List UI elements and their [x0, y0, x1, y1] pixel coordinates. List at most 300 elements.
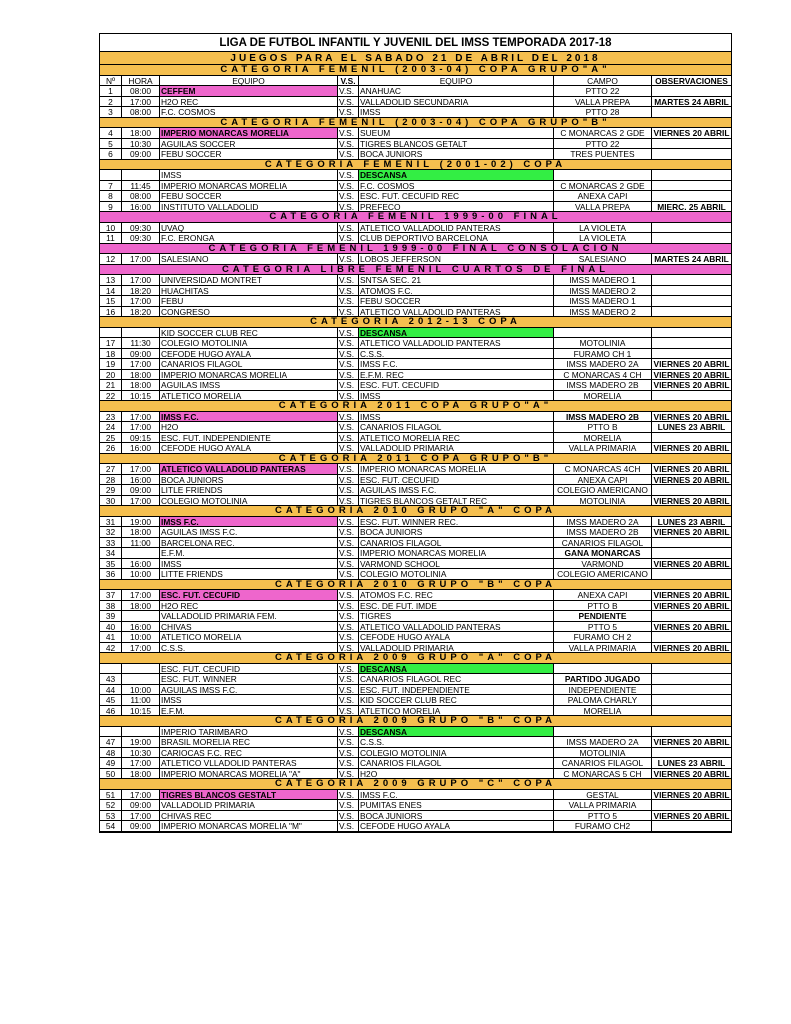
- header-time: HORA: [122, 76, 160, 86]
- match-row: [100, 695, 731, 706]
- match-row: [100, 769, 731, 780]
- versus-label: V.S.: [338, 643, 359, 653]
- match-number: 15: [100, 296, 122, 306]
- away-team: PUMITAS ENES: [359, 800, 554, 810]
- match-time: 11:00: [122, 538, 160, 548]
- observation: VIERNES 20 ABRIL: [653, 810, 730, 820]
- column-header-row: [100, 76, 731, 87]
- match-row: [100, 706, 731, 717]
- match-row: [100, 685, 731, 696]
- match-time: 10:30: [122, 748, 160, 758]
- category-heading: CATEGORIA FEMENIL 1999-00 FINAL CONSOLACION: [100, 244, 731, 255]
- versus-label: V.S.: [338, 139, 359, 149]
- category-heading: CATEGORIA 2009 GRUPO "C" COPA: [100, 779, 731, 790]
- match-row: [100, 191, 731, 202]
- page-subtitle: JUEGOS PARA EL SABADO 21 DE ABRIL DEL 2018: [100, 52, 731, 65]
- away-team: ATLETICO VALLADOLID PANTERAS: [359, 338, 554, 348]
- match-number: 29: [100, 485, 122, 495]
- observation: [652, 674, 731, 684]
- home-team: IMPERIO TARIMBARO: [160, 727, 338, 737]
- home-team: ESC. FUT. CECUFID: [160, 664, 338, 674]
- match-row: [100, 790, 731, 801]
- home-team: IMPERIO MONARCAS MORELIA: [160, 128, 338, 138]
- versus-label: V.S.: [338, 674, 359, 684]
- match-number: 7: [100, 181, 122, 191]
- match-time: 16:00: [122, 622, 160, 632]
- match-row: [100, 139, 731, 150]
- field-name: PTTO 22: [554, 139, 652, 149]
- away-team: C.S.S.: [359, 349, 554, 359]
- observation: VIERNES 20 ABRIL: [653, 464, 730, 474]
- match-number: 45: [100, 695, 122, 705]
- observation: LUNES 23 ABRIL: [657, 516, 726, 526]
- versus-label: V.S.: [338, 107, 359, 117]
- observation: MARTES 24 ABRIL: [654, 96, 729, 106]
- field-name: MORELIA: [554, 433, 652, 443]
- match-time: 17:00: [122, 643, 160, 653]
- match-number: 40: [100, 622, 122, 632]
- observation: [652, 821, 731, 831]
- match-time: 16:00: [122, 443, 160, 453]
- field-name: FURAMO CH 1: [554, 349, 652, 359]
- match-number: 39: [100, 611, 122, 621]
- observation: VIERNES 20 ABRIL: [653, 369, 730, 379]
- versus-label: V.S.: [338, 433, 359, 443]
- category-heading: CATEGORIA 2009 GRUPO "B" COPA: [100, 716, 731, 727]
- versus-label: V.S.: [338, 296, 359, 306]
- match-time: 17:00: [122, 296, 160, 306]
- home-team: H2O REC: [160, 97, 338, 107]
- home-team: CEFFEM: [160, 86, 338, 96]
- category-heading: CATEGORIA FEMENIL (2003-04) COPA GRUPO"B": [100, 118, 731, 129]
- match-number: 8: [100, 191, 122, 201]
- category-heading: CATEGORIA 2010 GRUPO "A" COPA: [100, 506, 731, 517]
- field-name: MOTOLINIA: [554, 496, 652, 506]
- versus-label: V.S.: [338, 202, 359, 212]
- match-row: [100, 307, 731, 318]
- observation: [652, 391, 731, 401]
- away-team: CANARIOS FILAGOL: [359, 422, 554, 432]
- home-team: CANARIOS FILAGOL: [160, 359, 338, 369]
- observation: VIERNES 20 ABRIL: [653, 474, 730, 484]
- away-team: IMPERIO MONARCAS MORELIA: [359, 548, 554, 558]
- match-row: [100, 97, 731, 108]
- home-team: CONGRESO: [160, 307, 338, 317]
- observation: [652, 107, 731, 117]
- versus-label: V.S.: [338, 181, 359, 191]
- match-time: 11:00: [122, 695, 160, 705]
- home-team: F.C. ERONGA: [160, 233, 338, 243]
- match-time: 18:00: [122, 128, 160, 138]
- match-time: [122, 548, 160, 558]
- match-number: 33: [100, 538, 122, 548]
- versus-label: V.S.: [338, 758, 359, 768]
- match-time: 11:30: [122, 338, 160, 348]
- match-number: 4: [100, 128, 122, 138]
- match-time: 17:00: [122, 758, 160, 768]
- away-team: LOBOS JEFFERSON: [359, 254, 554, 264]
- match-number: 5: [100, 139, 122, 149]
- field-name: CANARIOS FILAGOL: [554, 758, 652, 768]
- away-team: ESC. FUT. CECUFID: [359, 380, 554, 390]
- match-row: [100, 328, 731, 339]
- match-time: 16:00: [122, 559, 160, 569]
- versus-label: V.S.: [338, 559, 359, 569]
- away-team: DESCANSA: [359, 664, 554, 674]
- field-name: MORELIA: [554, 706, 652, 716]
- versus-label: V.S.: [338, 328, 359, 338]
- observation: VIERNES 20 ABRIL: [653, 768, 730, 778]
- observation: [652, 685, 731, 695]
- field-name: IMSS MADERO 2A: [554, 517, 652, 527]
- away-team: ATLETICO MORELIA: [359, 706, 554, 716]
- match-number: 10: [100, 223, 122, 233]
- versus-label: V.S.: [338, 769, 359, 779]
- match-row: [100, 380, 731, 391]
- match-row: [100, 748, 731, 759]
- header-vs: V.S.: [338, 76, 359, 86]
- field-name: LA VIOLETA: [554, 233, 652, 243]
- match-time: 18:00: [122, 370, 160, 380]
- home-team: CHIVAS REC: [160, 811, 338, 821]
- match-time: [122, 664, 160, 674]
- match-row: [100, 527, 731, 538]
- match-row: [100, 275, 731, 286]
- away-team: ESC. FUT. WINNER REC.: [359, 517, 554, 527]
- versus-label: V.S.: [338, 527, 359, 537]
- match-time: 17:00: [122, 422, 160, 432]
- home-team: IMPERIO MONARCAS MORELIA: [160, 370, 338, 380]
- observation: [652, 170, 731, 180]
- observation: [652, 538, 731, 548]
- match-time: 09:00: [122, 149, 160, 159]
- match-row: [100, 559, 731, 570]
- header-num: Nº: [100, 76, 122, 86]
- away-team: IMSS: [359, 391, 554, 401]
- field-name: PTTO B: [554, 601, 652, 611]
- match-number: 27: [100, 464, 122, 474]
- match-number: [100, 170, 122, 180]
- field-name: VALLA PRIMARIA: [554, 800, 652, 810]
- match-row: [100, 548, 731, 559]
- field-name: FURAMO CH 2: [554, 632, 652, 642]
- observation: [652, 548, 731, 558]
- match-row: [100, 643, 731, 654]
- home-team: ATLETICO MORELIA: [160, 632, 338, 642]
- header-team-home: EQUIPO: [160, 76, 338, 86]
- versus-label: V.S.: [338, 370, 359, 380]
- home-team: AGUILAS IMSS: [160, 380, 338, 390]
- versus-label: V.S.: [338, 464, 359, 474]
- match-number: [100, 328, 122, 338]
- match-number: 3: [100, 107, 122, 117]
- versus-label: V.S.: [338, 422, 359, 432]
- field-name: ANEXA CAPI: [554, 590, 652, 600]
- field-name: TRES PUENTES: [554, 149, 652, 159]
- home-team: CHIVAS: [160, 622, 338, 632]
- versus-label: V.S.: [338, 590, 359, 600]
- home-team: LITTE FRIENDS: [160, 569, 338, 579]
- home-team: VALLADOLID PRIMARIA: [160, 800, 338, 810]
- field-name: VALLA PREPA: [554, 97, 652, 107]
- observation: [652, 349, 731, 359]
- match-number: 36: [100, 569, 122, 579]
- versus-label: V.S.: [338, 496, 359, 506]
- home-team: AGUILAS IMSS F.C.: [160, 685, 338, 695]
- match-time: [122, 611, 160, 621]
- observation: VIERNES 20 ABRIL: [653, 789, 730, 799]
- match-time: 19:00: [122, 517, 160, 527]
- category-heading: CATEGORIA 2009 GRUPO "A" COPA: [100, 653, 731, 664]
- versus-label: V.S.: [338, 223, 359, 233]
- field-name: PTTO 22: [554, 86, 652, 96]
- match-time: [122, 328, 160, 338]
- home-team: CEFODE HUGO AYALA: [160, 443, 338, 453]
- match-row: [100, 412, 731, 423]
- away-team: ATLETICO VALLADOLID PANTERAS: [359, 622, 554, 632]
- observation: VIERNES 20 ABRIL: [653, 411, 730, 421]
- match-row: [100, 391, 731, 402]
- match-number: 41: [100, 632, 122, 642]
- match-row: [100, 296, 731, 307]
- away-team: ATLETICO VALLADOLID PANTERAS: [359, 307, 554, 317]
- versus-label: V.S.: [338, 254, 359, 264]
- observation: [652, 191, 731, 201]
- match-number: 52: [100, 800, 122, 810]
- versus-label: V.S.: [338, 412, 359, 422]
- versus-label: V.S.: [338, 601, 359, 611]
- observation: [652, 569, 731, 579]
- away-team: IMSS F.C.: [359, 790, 554, 800]
- field-name: [554, 328, 652, 338]
- versus-label: V.S.: [338, 286, 359, 296]
- match-row: [100, 202, 731, 213]
- match-number: 21: [100, 380, 122, 390]
- away-team: VALLADOLID PRIMARIA: [359, 643, 554, 653]
- observation: [652, 485, 731, 495]
- versus-label: V.S.: [338, 443, 359, 453]
- match-number: 49: [100, 758, 122, 768]
- match-row: [100, 590, 731, 601]
- away-team: IMPERIO MONARCAS MORELIA: [359, 464, 554, 474]
- observation: VIERNES 20 ABRIL: [653, 380, 730, 390]
- field-name: LA VIOLETA: [554, 223, 652, 233]
- match-time: 10:15: [122, 706, 160, 716]
- match-number: 32: [100, 527, 122, 537]
- match-time: 09:00: [122, 821, 160, 831]
- match-row: [100, 475, 731, 486]
- match-row: [100, 286, 731, 297]
- versus-label: V.S.: [338, 349, 359, 359]
- match-time: 18:00: [122, 527, 160, 537]
- home-team: BARCELONA REC.: [160, 538, 338, 548]
- field-name: IMSS MADERO 2: [554, 307, 652, 317]
- match-number: 44: [100, 685, 122, 695]
- away-team: ANAHUAC: [359, 86, 554, 96]
- match-row: [100, 86, 731, 97]
- match-row: [100, 233, 731, 244]
- versus-label: V.S.: [338, 748, 359, 758]
- match-number: [100, 664, 122, 674]
- home-team: CEFODE HUGO AYALA: [160, 349, 338, 359]
- versus-label: V.S.: [338, 811, 359, 821]
- observation: [652, 433, 731, 443]
- observation: [652, 181, 731, 191]
- field-name: C MONARCAS 2 GDE: [554, 128, 652, 138]
- field-name: PTTO 5: [554, 622, 652, 632]
- home-team: IMSS: [160, 695, 338, 705]
- home-team: IMPERIO MONARCAS MORELIA: [160, 181, 338, 191]
- match-number: 50: [100, 769, 122, 779]
- category-heading: CATEGORIA 2011 COPA GRUPO"A": [100, 401, 731, 412]
- match-row: [100, 349, 731, 360]
- schedule-body: [100, 65, 731, 832]
- match-row: [100, 338, 731, 349]
- match-number: 18: [100, 349, 122, 359]
- home-team: H2O: [160, 422, 338, 432]
- versus-label: V.S.: [338, 149, 359, 159]
- versus-label: V.S.: [338, 191, 359, 201]
- home-team: VALLADOLID PRIMARIA FEM.: [160, 611, 338, 621]
- match-time: 10:30: [122, 139, 160, 149]
- field-name: ANEXA CAPI: [554, 475, 652, 485]
- field-name: IMSS MADERO 2: [554, 286, 652, 296]
- observation: VIERNES 20 ABRIL: [653, 495, 730, 505]
- away-team: VALLADOLID SECUNDARIA: [359, 97, 554, 107]
- versus-label: V.S.: [338, 800, 359, 810]
- away-team: ESC. FUT. CECUFID: [359, 475, 554, 485]
- match-number: 38: [100, 601, 122, 611]
- match-row: [100, 632, 731, 643]
- match-time: 17:00: [122, 464, 160, 474]
- field-name: PARTIDO JUGADO: [554, 674, 652, 684]
- match-row: [100, 370, 731, 381]
- field-name: MORELIA: [554, 391, 652, 401]
- observation: VIERNES 20 ABRIL: [653, 443, 730, 453]
- match-time: 17:00: [122, 496, 160, 506]
- home-team: AGUILAS IMSS F.C.: [160, 527, 338, 537]
- home-team: ATLETICO VALLADOLID PANTERAS: [160, 464, 338, 474]
- match-time: 17:00: [122, 254, 160, 264]
- home-team: CARIOCAS F.C. REC: [160, 748, 338, 758]
- home-team: HUACHITAS: [160, 286, 338, 296]
- home-team: SALESIANO: [160, 254, 338, 264]
- match-row: [100, 800, 731, 811]
- home-team: F.C. COSMOS: [160, 107, 338, 117]
- away-team: BOCA JUNIORS: [359, 811, 554, 821]
- home-team: IMPERIO MONARCAS MORELIA "M": [160, 821, 338, 831]
- versus-label: V.S.: [338, 359, 359, 369]
- away-team: ATLETICO VALLADOLID PANTERAS: [359, 223, 554, 233]
- match-number: 25: [100, 433, 122, 443]
- away-team: SNTSA SEC. 21: [359, 275, 554, 285]
- versus-label: V.S.: [338, 548, 359, 558]
- match-number: 26: [100, 443, 122, 453]
- match-number: 16: [100, 307, 122, 317]
- match-number: 1: [100, 86, 122, 96]
- home-team: E.F.M.: [160, 706, 338, 716]
- versus-label: V.S.: [338, 86, 359, 96]
- match-number: 13: [100, 275, 122, 285]
- away-team: CANARIOS FILAGOL: [359, 538, 554, 548]
- away-team: ESC. FUT. CECUFID REC: [359, 191, 554, 201]
- observation: VIERNES 20 ABRIL: [653, 600, 730, 610]
- match-number: 2: [100, 97, 122, 107]
- match-row: [100, 496, 731, 507]
- match-number: 17: [100, 338, 122, 348]
- match-number: 6: [100, 149, 122, 159]
- home-team: H2O REC: [160, 601, 338, 611]
- away-team: E.F.M. REC: [359, 370, 554, 380]
- header-observations: OBSERVACIONES: [655, 75, 728, 85]
- match-row: [100, 181, 731, 192]
- field-name: [554, 664, 652, 674]
- away-team: F.C. COSMOS: [359, 181, 554, 191]
- match-number: 53: [100, 811, 122, 821]
- observation: [652, 223, 731, 233]
- field-name: C MONARCAS 4 CH: [554, 370, 652, 380]
- match-number: 51: [100, 790, 122, 800]
- field-name: PTTO 5: [554, 811, 652, 821]
- header-team-away: EQUIPO: [359, 76, 554, 86]
- home-team: FEBU SOCCER: [160, 149, 338, 159]
- field-name: COLEGIO AMERICANO: [554, 569, 652, 579]
- page-title: LIGA DE FUTBOL INFANTIL Y JUVENIL DEL IMSS TEMPORADA 2017-18: [100, 34, 731, 52]
- home-team: IMSS: [160, 170, 338, 180]
- home-team: ATLETICO VLLADOLID PANTERAS: [160, 758, 338, 768]
- match-time: 18:00: [122, 601, 160, 611]
- observation: [652, 328, 731, 338]
- observation: LUNES 23 ABRIL: [657, 422, 726, 432]
- match-row: [100, 443, 731, 454]
- match-number: [100, 727, 122, 737]
- field-name: GESTAL: [554, 790, 652, 800]
- match-time: 16:00: [122, 475, 160, 485]
- away-team: CLUB DEPORTIVO BARCELONA: [359, 233, 554, 243]
- match-number: 31: [100, 517, 122, 527]
- versus-label: V.S.: [338, 727, 359, 737]
- observation: MARTES 24 ABRIL: [654, 254, 729, 264]
- away-team: KID SOCCER CLUB REC: [359, 695, 554, 705]
- home-team: COLEGIO MOTOLINIA: [160, 338, 338, 348]
- match-time: 17:00: [122, 359, 160, 369]
- versus-label: V.S.: [338, 475, 359, 485]
- home-team: ESC. FUT. CECUFID: [160, 590, 338, 600]
- observation: [652, 800, 731, 810]
- home-team: TIGRES BLANCOS GESTALT: [160, 790, 338, 800]
- match-time: 18:00: [122, 380, 160, 390]
- match-row: [100, 464, 731, 475]
- home-team: UNIVERSIDAD MONTRET: [160, 275, 338, 285]
- home-team: UVAQ: [160, 223, 338, 233]
- field-name: C MONARCAS 2 GDE: [554, 181, 652, 191]
- away-team: TIGRES BLANCOS GETALT: [359, 139, 554, 149]
- match-time: 09:00: [122, 485, 160, 495]
- home-team: KID SOCCER CLUB REC: [160, 328, 338, 338]
- match-row: [100, 128, 731, 139]
- match-number: 47: [100, 737, 122, 747]
- match-number: 11: [100, 233, 122, 243]
- home-team: AGUILAS SOCCER: [160, 139, 338, 149]
- home-team: IMSS F.C.: [160, 517, 338, 527]
- versus-label: V.S.: [338, 538, 359, 548]
- versus-label: V.S.: [338, 821, 359, 831]
- observation: VIERNES 20 ABRIL: [653, 128, 730, 138]
- observation: LUNES 23 ABRIL: [657, 758, 726, 768]
- observation: [652, 611, 731, 621]
- field-name: FURAMO CH2: [554, 821, 652, 831]
- field-name: SALESIANO: [554, 254, 652, 264]
